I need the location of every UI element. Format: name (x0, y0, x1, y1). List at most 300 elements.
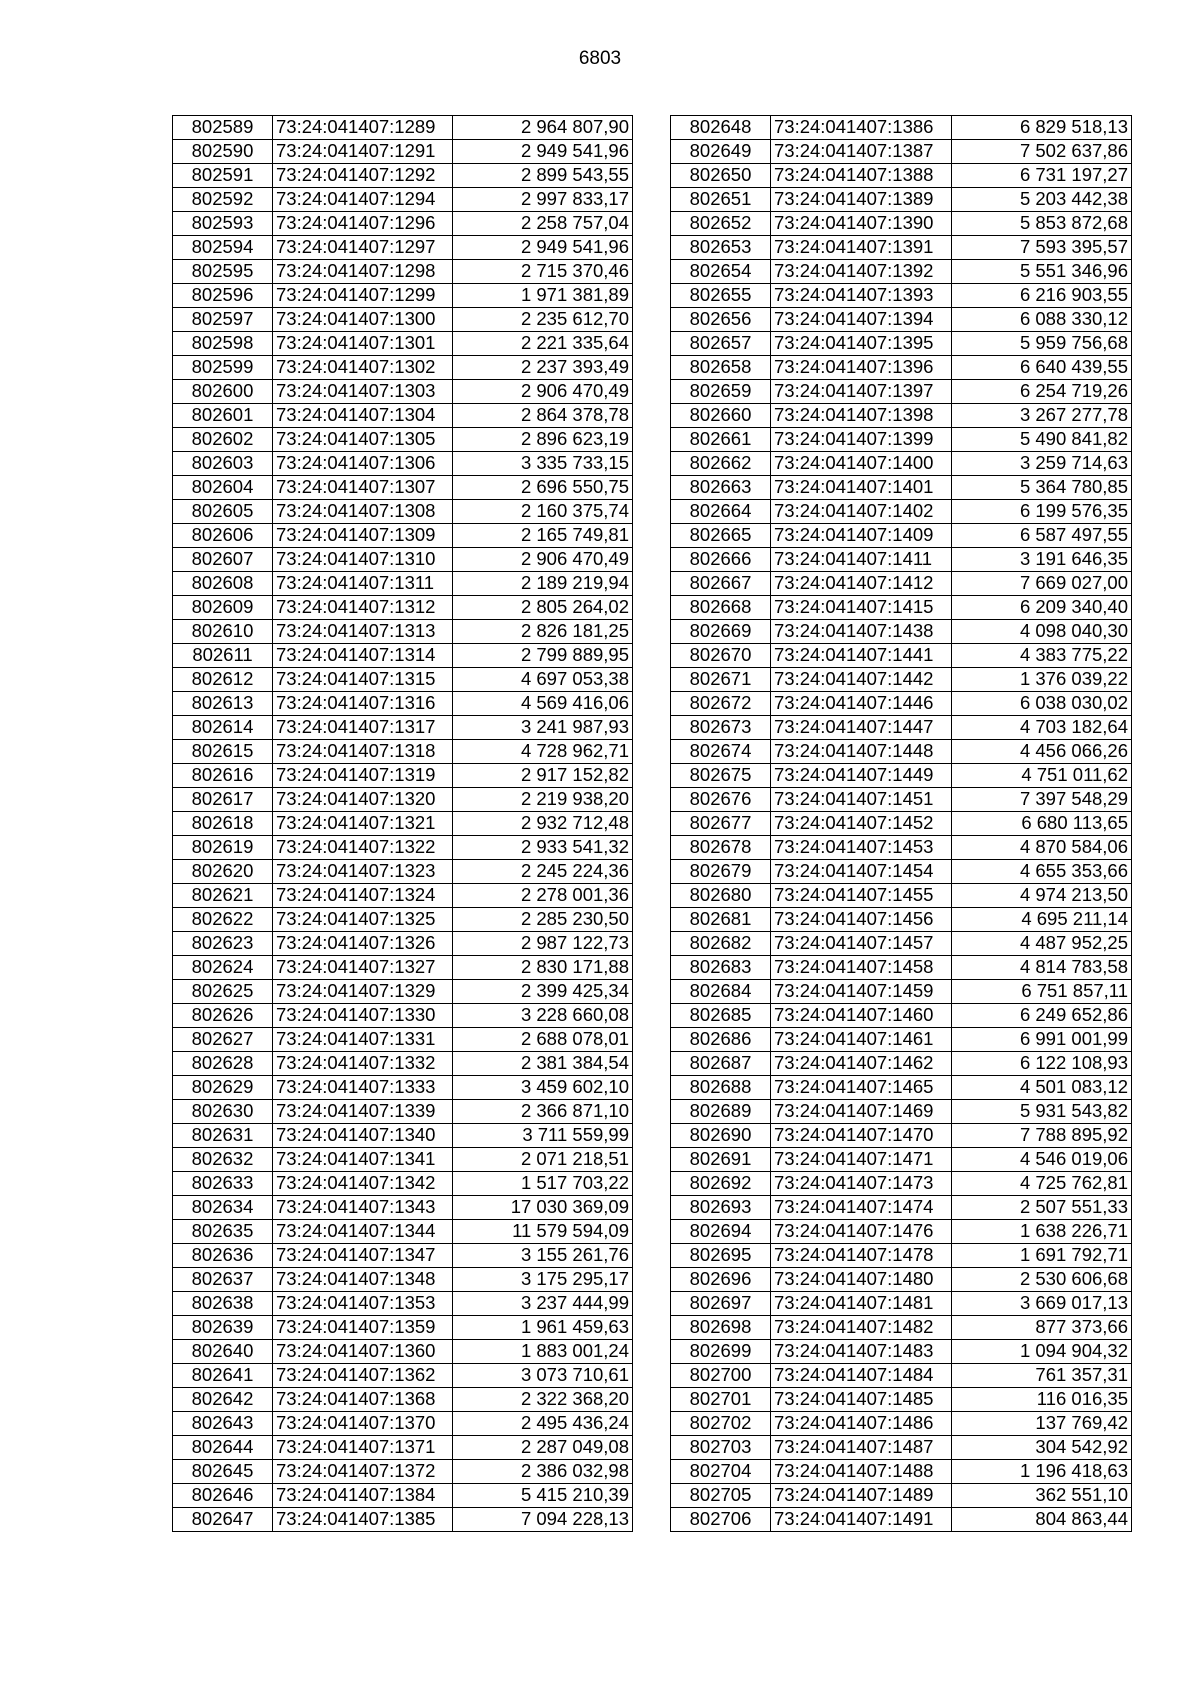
registry-number-cell: 802647 (173, 1508, 273, 1532)
registry-number-cell: 802691 (671, 1148, 771, 1172)
value-cell: 7 094 228,13 (453, 1508, 633, 1532)
value-cell: 6 122 108,93 (952, 1052, 1132, 1076)
cadastral-number-cell: 73:24:041407:1317 (273, 716, 453, 740)
cadastral-number-cell: 73:24:041407:1441 (771, 644, 952, 668)
table-row (671, 1196, 1132, 1220)
table-row (173, 1316, 633, 1340)
table-row (173, 764, 633, 788)
value-cell: 4 546 019,06 (952, 1148, 1132, 1172)
registry-number-cell: 802668 (671, 596, 771, 620)
cadastral-number-cell: 73:24:041407:1481 (771, 1292, 952, 1316)
cadastral-number-cell: 73:24:041407:1447 (771, 716, 952, 740)
table-row (173, 1076, 633, 1100)
registry-number-cell: 802611 (173, 644, 273, 668)
table-row (173, 188, 633, 212)
cadastral-number-cell: 73:24:041407:1452 (771, 812, 952, 836)
value-cell: 6 199 576,35 (952, 500, 1132, 524)
value-cell: 5 203 442,38 (952, 188, 1132, 212)
table-row (671, 1460, 1132, 1484)
cadastral-number-cell: 73:24:041407:1457 (771, 932, 952, 956)
cadastral-number-cell: 73:24:041407:1449 (771, 764, 952, 788)
table-row (671, 284, 1132, 308)
cadastral-number-cell: 73:24:041407:1347 (273, 1244, 453, 1268)
table-row (671, 668, 1132, 692)
value-cell: 3 175 295,17 (453, 1268, 633, 1292)
registry-number-cell: 802613 (173, 692, 273, 716)
registry-number-cell: 802592 (173, 188, 273, 212)
value-cell: 2 906 470,49 (453, 548, 633, 572)
table-row (173, 716, 633, 740)
table-row (671, 812, 1132, 836)
value-cell: 11 579 594,09 (453, 1220, 633, 1244)
table-row (671, 956, 1132, 980)
table-row (173, 668, 633, 692)
value-cell: 2 830 171,88 (453, 956, 633, 980)
cadastral-number-cell: 73:24:041407:1320 (273, 788, 453, 812)
table-row (173, 1292, 633, 1316)
registry-number-cell: 802683 (671, 956, 771, 980)
registry-number-cell: 802659 (671, 380, 771, 404)
cadastral-number-cell: 73:24:041407:1323 (273, 860, 453, 884)
value-cell: 2 507 551,33 (952, 1196, 1132, 1220)
table-row (671, 836, 1132, 860)
cadastral-number-cell: 73:24:041407:1308 (273, 500, 453, 524)
table-row (173, 812, 633, 836)
registry-table-left-body (173, 116, 633, 1532)
value-cell: 1 376 039,22 (952, 668, 1132, 692)
table-row (173, 452, 633, 476)
registry-number-cell: 802589 (173, 116, 273, 140)
cadastral-number-cell: 73:24:041407:1329 (273, 980, 453, 1004)
value-cell: 2 189 219,94 (453, 572, 633, 596)
table-row (173, 1508, 633, 1532)
table-row (173, 884, 633, 908)
table-row (671, 548, 1132, 572)
cadastral-number-cell: 73:24:041407:1482 (771, 1316, 952, 1340)
registry-number-cell: 802684 (671, 980, 771, 1004)
registry-number-cell: 802650 (671, 164, 771, 188)
registry-number-cell: 802692 (671, 1172, 771, 1196)
registry-number-cell: 802649 (671, 140, 771, 164)
value-cell: 7 788 895,92 (952, 1124, 1132, 1148)
cadastral-number-cell: 73:24:041407:1386 (771, 116, 952, 140)
registry-number-cell: 802690 (671, 1124, 771, 1148)
cadastral-number-cell: 73:24:041407:1488 (771, 1460, 952, 1484)
registry-number-cell: 802669 (671, 620, 771, 644)
registry-number-cell: 802657 (671, 332, 771, 356)
table-row (173, 860, 633, 884)
cadastral-number-cell: 73:24:041407:1451 (771, 788, 952, 812)
table-row (671, 908, 1132, 932)
table-row (173, 236, 633, 260)
value-cell: 2 949 541,96 (453, 236, 633, 260)
table-row (173, 1004, 633, 1028)
value-cell: 1 883 001,24 (453, 1340, 633, 1364)
value-cell: 6 680 113,65 (952, 812, 1132, 836)
table-row (173, 284, 633, 308)
cadastral-number-cell: 73:24:041407:1326 (273, 932, 453, 956)
cadastral-number-cell: 73:24:041407:1389 (771, 188, 952, 212)
value-cell: 2 071 218,51 (453, 1148, 633, 1172)
cadastral-number-cell: 73:24:041407:1438 (771, 620, 952, 644)
value-cell: 2 917 152,82 (453, 764, 633, 788)
cadastral-number-cell: 73:24:041407:1309 (273, 524, 453, 548)
value-cell: 4 697 053,38 (453, 668, 633, 692)
value-cell: 2 495 436,24 (453, 1412, 633, 1436)
table-row (173, 1100, 633, 1124)
registry-number-cell: 802621 (173, 884, 273, 908)
table-row (671, 716, 1132, 740)
table-row (671, 620, 1132, 644)
value-cell: 2 906 470,49 (453, 380, 633, 404)
value-cell: 304 542,92 (952, 1436, 1132, 1460)
cadastral-number-cell: 73:24:041407:1311 (273, 572, 453, 596)
table-row (173, 404, 633, 428)
cadastral-number-cell: 73:24:041407:1461 (771, 1028, 952, 1052)
cadastral-number-cell: 73:24:041407:1402 (771, 500, 952, 524)
cadastral-number-cell: 73:24:041407:1372 (273, 1460, 453, 1484)
registry-number-cell: 802638 (173, 1292, 273, 1316)
value-cell: 877 373,66 (952, 1316, 1132, 1340)
value-cell: 6 751 857,11 (952, 980, 1132, 1004)
registry-number-cell: 802661 (671, 428, 771, 452)
value-cell: 2 235 612,70 (453, 308, 633, 332)
registry-number-cell: 802597 (173, 308, 273, 332)
cadastral-number-cell: 73:24:041407:1325 (273, 908, 453, 932)
registry-number-cell: 802675 (671, 764, 771, 788)
registry-number-cell: 802648 (671, 116, 771, 140)
cadastral-number-cell: 73:24:041407:1291 (273, 140, 453, 164)
value-cell: 4 814 783,58 (952, 956, 1132, 980)
cadastral-number-cell: 73:24:041407:1486 (771, 1412, 952, 1436)
table-row (671, 1076, 1132, 1100)
value-cell: 6 587 497,55 (952, 524, 1132, 548)
registry-number-cell: 802604 (173, 476, 273, 500)
table-row (173, 1412, 633, 1436)
registry-number-cell: 802633 (173, 1172, 273, 1196)
registry-number-cell: 802696 (671, 1268, 771, 1292)
value-cell: 2 258 757,04 (453, 212, 633, 236)
registry-number-cell: 802673 (671, 716, 771, 740)
table-row (173, 428, 633, 452)
registry-number-cell: 802620 (173, 860, 273, 884)
registry-number-cell: 802702 (671, 1412, 771, 1436)
table-row (173, 692, 633, 716)
cadastral-number-cell: 73:24:041407:1448 (771, 740, 952, 764)
registry-number-cell: 802627 (173, 1028, 273, 1052)
cadastral-number-cell: 73:24:041407:1339 (273, 1100, 453, 1124)
table-row (173, 1124, 633, 1148)
cadastral-number-cell: 73:24:041407:1296 (273, 212, 453, 236)
value-cell: 1 971 381,89 (453, 284, 633, 308)
registry-number-cell: 802616 (173, 764, 273, 788)
value-cell: 2 165 749,81 (453, 524, 633, 548)
value-cell: 6 731 197,27 (952, 164, 1132, 188)
registry-number-cell: 802672 (671, 692, 771, 716)
table-row (671, 452, 1132, 476)
table-row (671, 1292, 1132, 1316)
table-row (173, 1364, 633, 1388)
table-row (173, 1172, 633, 1196)
registry-number-cell: 802602 (173, 428, 273, 452)
table-row (671, 260, 1132, 284)
table-row (671, 788, 1132, 812)
registry-number-cell: 802640 (173, 1340, 273, 1364)
cadastral-number-cell: 73:24:041407:1312 (273, 596, 453, 620)
value-cell: 1 691 792,71 (952, 1244, 1132, 1268)
cadastral-number-cell: 73:24:041407:1473 (771, 1172, 952, 1196)
cadastral-number-cell: 73:24:041407:1342 (273, 1172, 453, 1196)
cadastral-number-cell: 73:24:041407:1471 (771, 1148, 952, 1172)
registry-number-cell: 802705 (671, 1484, 771, 1508)
value-cell: 2 386 032,98 (453, 1460, 633, 1484)
cadastral-number-cell: 73:24:041407:1484 (771, 1364, 952, 1388)
cadastral-number-cell: 73:24:041407:1400 (771, 452, 952, 476)
value-cell: 3 669 017,13 (952, 1292, 1132, 1316)
registry-number-cell: 802605 (173, 500, 273, 524)
table-row (173, 140, 633, 164)
registry-number-cell: 802639 (173, 1316, 273, 1340)
value-cell: 3 259 714,63 (952, 452, 1132, 476)
table-row (173, 524, 633, 548)
table-row (173, 980, 633, 1004)
registry-number-cell: 802699 (671, 1340, 771, 1364)
cadastral-number-cell: 73:24:041407:1396 (771, 356, 952, 380)
cadastral-number-cell: 73:24:041407:1487 (771, 1436, 952, 1460)
value-cell: 2 285 230,50 (453, 908, 633, 932)
registry-number-cell: 802641 (173, 1364, 273, 1388)
table-row (173, 116, 633, 140)
table-row (671, 1364, 1132, 1388)
registry-number-cell: 802593 (173, 212, 273, 236)
value-cell: 6 088 330,12 (952, 308, 1132, 332)
registry-number-cell: 802693 (671, 1196, 771, 1220)
registry-number-cell: 802700 (671, 1364, 771, 1388)
cadastral-number-cell: 73:24:041407:1397 (771, 380, 952, 404)
registry-number-cell: 802603 (173, 452, 273, 476)
value-cell: 1 094 904,32 (952, 1340, 1132, 1364)
table-row (173, 836, 633, 860)
cadastral-number-cell: 73:24:041407:1409 (771, 524, 952, 548)
value-cell: 2 688 078,01 (453, 1028, 633, 1052)
table-row (173, 932, 633, 956)
registry-number-cell: 802628 (173, 1052, 273, 1076)
value-cell: 2 805 264,02 (453, 596, 633, 620)
table-row (173, 1388, 633, 1412)
value-cell: 3 073 710,61 (453, 1364, 633, 1388)
table-row (671, 332, 1132, 356)
table-row (671, 356, 1132, 380)
registry-number-cell: 802701 (671, 1388, 771, 1412)
table-row (671, 1340, 1132, 1364)
value-cell: 2 399 425,34 (453, 980, 633, 1004)
registry-number-cell: 802677 (671, 812, 771, 836)
table-row (173, 308, 633, 332)
registry-number-cell: 802632 (173, 1148, 273, 1172)
registry-number-cell: 802660 (671, 404, 771, 428)
registry-number-cell: 802688 (671, 1076, 771, 1100)
cadastral-number-cell: 73:24:041407:1321 (273, 812, 453, 836)
cadastral-number-cell: 73:24:041407:1360 (273, 1340, 453, 1364)
cadastral-number-cell: 73:24:041407:1314 (273, 644, 453, 668)
table-row (671, 1508, 1132, 1532)
value-cell: 3 228 660,08 (453, 1004, 633, 1028)
table-row (173, 356, 633, 380)
value-cell: 2 987 122,73 (453, 932, 633, 956)
table-row (671, 524, 1132, 548)
cadastral-number-cell: 73:24:041407:1454 (771, 860, 952, 884)
value-cell: 2 896 623,19 (453, 428, 633, 452)
registry-number-cell: 802595 (173, 260, 273, 284)
cadastral-number-cell: 73:24:041407:1318 (273, 740, 453, 764)
registry-number-cell: 802658 (671, 356, 771, 380)
table-row (173, 1268, 633, 1292)
table-row (671, 164, 1132, 188)
table-row (671, 380, 1132, 404)
registry-number-cell: 802694 (671, 1220, 771, 1244)
value-cell: 6 249 652,86 (952, 1004, 1132, 1028)
registry-number-cell: 802637 (173, 1268, 273, 1292)
cadastral-number-cell: 73:24:041407:1401 (771, 476, 952, 500)
table-row (173, 956, 633, 980)
value-cell: 2 864 378,78 (453, 404, 633, 428)
value-cell: 7 669 027,00 (952, 572, 1132, 596)
value-cell: 2 322 368,20 (453, 1388, 633, 1412)
registry-number-cell: 802642 (173, 1388, 273, 1412)
registry-number-cell: 802606 (173, 524, 273, 548)
registry-number-cell: 802626 (173, 1004, 273, 1028)
value-cell: 2 221 335,64 (453, 332, 633, 356)
value-cell: 6 254 719,26 (952, 380, 1132, 404)
value-cell: 3 155 261,76 (453, 1244, 633, 1268)
registry-number-cell: 802662 (671, 452, 771, 476)
value-cell: 6 640 439,55 (952, 356, 1132, 380)
table-row (173, 740, 633, 764)
registry-number-cell: 802591 (173, 164, 273, 188)
registry-number-cell: 802706 (671, 1508, 771, 1532)
registry-number-cell: 802631 (173, 1124, 273, 1148)
registry-number-cell: 802610 (173, 620, 273, 644)
value-cell: 5 931 543,82 (952, 1100, 1132, 1124)
table-row (173, 1436, 633, 1460)
registry-number-cell: 802644 (173, 1436, 273, 1460)
table-row (173, 164, 633, 188)
cadastral-number-cell: 73:24:041407:1353 (273, 1292, 453, 1316)
value-cell: 2 826 181,25 (453, 620, 633, 644)
value-cell: 4 569 416,06 (453, 692, 633, 716)
cadastral-number-cell: 73:24:041407:1368 (273, 1388, 453, 1412)
registry-table-right (670, 115, 1132, 1532)
cadastral-number-cell: 73:24:041407:1393 (771, 284, 952, 308)
value-cell: 2 949 541,96 (453, 140, 633, 164)
value-cell: 2 160 375,74 (453, 500, 633, 524)
registry-number-cell: 802629 (173, 1076, 273, 1100)
registry-number-cell: 802634 (173, 1196, 273, 1220)
table-row (671, 1052, 1132, 1076)
value-cell: 2 933 541,32 (453, 836, 633, 860)
registry-number-cell: 802682 (671, 932, 771, 956)
cadastral-number-cell: 73:24:041407:1324 (273, 884, 453, 908)
registry-number-cell: 802678 (671, 836, 771, 860)
table-row (671, 644, 1132, 668)
registry-number-cell: 802679 (671, 860, 771, 884)
value-cell: 6 209 340,40 (952, 596, 1132, 620)
table-row (671, 1028, 1132, 1052)
cadastral-number-cell: 73:24:041407:1359 (273, 1316, 453, 1340)
registry-number-cell: 802652 (671, 212, 771, 236)
registry-number-cell: 802689 (671, 1100, 771, 1124)
cadastral-number-cell: 73:24:041407:1371 (273, 1436, 453, 1460)
cadastral-number-cell: 73:24:041407:1446 (771, 692, 952, 716)
cadastral-number-cell: 73:24:041407:1302 (273, 356, 453, 380)
table-row (173, 1052, 633, 1076)
cadastral-number-cell: 73:24:041407:1322 (273, 836, 453, 860)
table-row (671, 1388, 1132, 1412)
table-row (671, 116, 1132, 140)
cadastral-number-cell: 73:24:041407:1297 (273, 236, 453, 260)
table-row (173, 1484, 633, 1508)
registry-number-cell: 802653 (671, 236, 771, 260)
table-row (671, 308, 1132, 332)
registry-number-cell: 802665 (671, 524, 771, 548)
value-cell: 7 397 548,29 (952, 788, 1132, 812)
table-row (671, 212, 1132, 236)
value-cell: 2 715 370,46 (453, 260, 633, 284)
cadastral-number-cell: 73:24:041407:1331 (273, 1028, 453, 1052)
cadastral-number-cell: 73:24:041407:1313 (273, 620, 453, 644)
value-cell: 1 961 459,63 (453, 1316, 633, 1340)
value-cell: 2 381 384,54 (453, 1052, 633, 1076)
cadastral-number-cell: 73:24:041407:1332 (273, 1052, 453, 1076)
registry-number-cell: 802697 (671, 1292, 771, 1316)
registry-number-cell: 802622 (173, 908, 273, 932)
cadastral-number-cell: 73:24:041407:1453 (771, 836, 952, 860)
value-cell: 1 517 703,22 (453, 1172, 633, 1196)
value-cell: 2 287 049,08 (453, 1436, 633, 1460)
value-cell: 17 030 369,09 (453, 1196, 633, 1220)
value-cell: 2 696 550,75 (453, 476, 633, 500)
cadastral-number-cell: 73:24:041407:1483 (771, 1340, 952, 1364)
value-cell: 3 459 602,10 (453, 1076, 633, 1100)
cadastral-number-cell: 73:24:041407:1411 (771, 548, 952, 572)
cadastral-number-cell: 73:24:041407:1298 (273, 260, 453, 284)
cadastral-number-cell: 73:24:041407:1478 (771, 1244, 952, 1268)
table-row (173, 1148, 633, 1172)
cadastral-number-cell: 73:24:041407:1344 (273, 1220, 453, 1244)
value-cell: 6 216 903,55 (952, 284, 1132, 308)
table-row (671, 884, 1132, 908)
registry-number-cell: 802654 (671, 260, 771, 284)
table-row (671, 428, 1132, 452)
registry-number-cell: 802624 (173, 956, 273, 980)
registry-number-cell: 802614 (173, 716, 273, 740)
registry-number-cell: 802687 (671, 1052, 771, 1076)
table-row (173, 500, 633, 524)
registry-number-cell: 802645 (173, 1460, 273, 1484)
registry-number-cell: 802674 (671, 740, 771, 764)
value-cell: 3 237 444,99 (453, 1292, 633, 1316)
cadastral-number-cell: 73:24:041407:1330 (273, 1004, 453, 1028)
registry-number-cell: 802663 (671, 476, 771, 500)
value-cell: 5 853 872,68 (952, 212, 1132, 236)
table-row (671, 596, 1132, 620)
value-cell: 804 863,44 (952, 1508, 1132, 1532)
cadastral-number-cell: 73:24:041407:1442 (771, 668, 952, 692)
table-row (671, 476, 1132, 500)
registry-number-cell: 802617 (173, 788, 273, 812)
value-cell: 4 456 066,26 (952, 740, 1132, 764)
value-cell: 1 638 226,71 (952, 1220, 1132, 1244)
